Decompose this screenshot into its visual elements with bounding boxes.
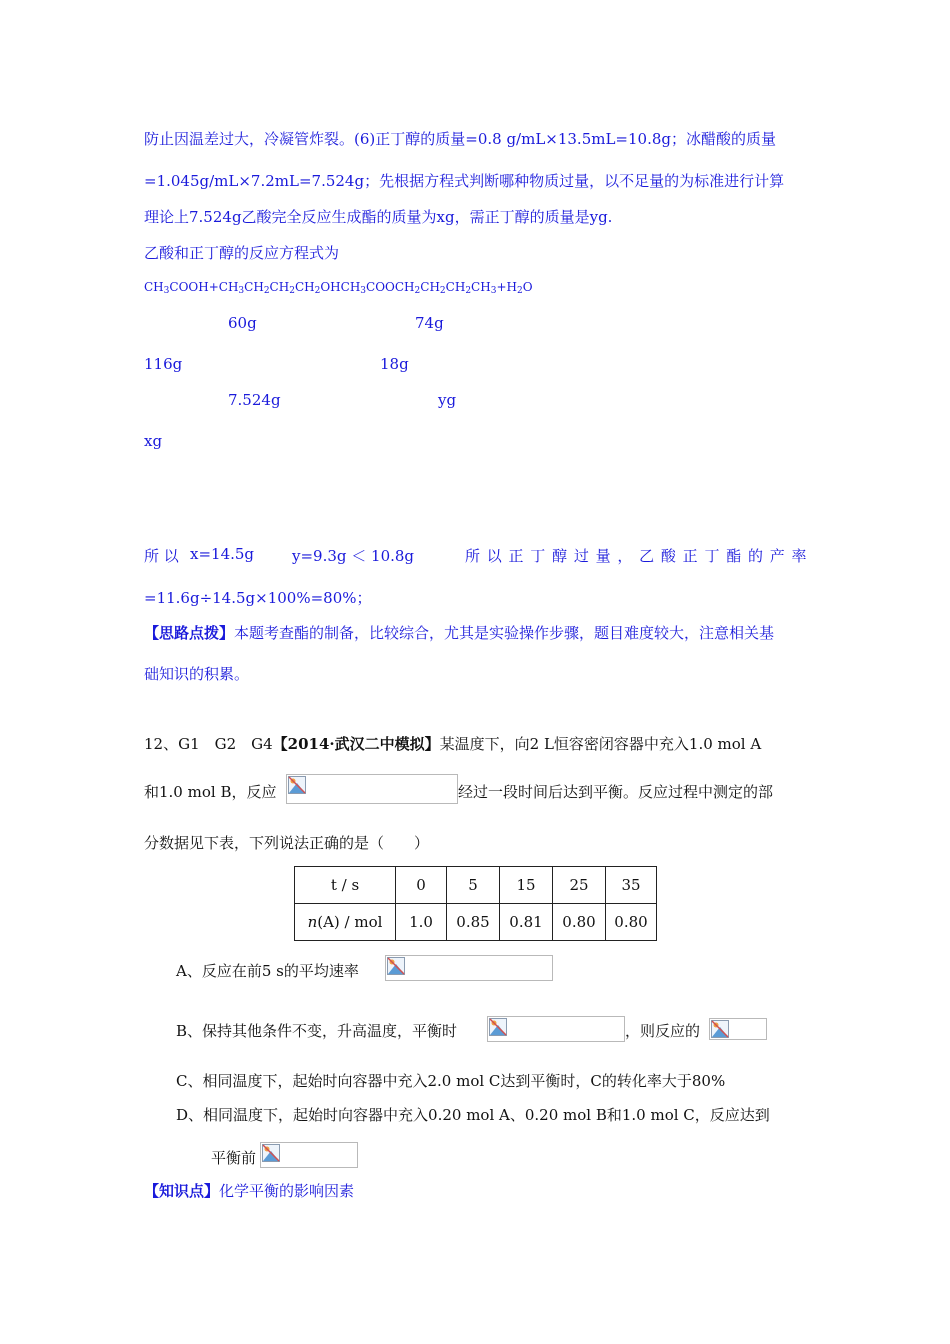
question-number: 12、G1 G2 G4 [144, 735, 273, 753]
option-c: C、相同温度下，起始时向容器中充入2.0 mol C达到平衡时，C的转化率大于80% [176, 1072, 726, 1090]
result-x: x=14.5g [190, 545, 255, 563]
table-cell: 0.80 [553, 904, 606, 941]
question-text-2a: 和1.0 mol B，反应 [144, 783, 277, 801]
table-cell: 1.0 [396, 904, 447, 941]
mass-water: 18g [380, 355, 409, 373]
table-cell: 35 [606, 867, 657, 904]
explanation-line-2: =1.045g/mL×7.2mL=7.524g；先根据方程式判断哪种物质过量，以不足量的为标准进行计算 [144, 172, 785, 190]
data-table [294, 866, 657, 941]
option-a: A、反应在前5 s的平均速率 [176, 962, 359, 980]
mass-ester: 116g [144, 355, 183, 373]
concentration-expression-image [487, 1016, 625, 1042]
question-source: 【2014·武汉二中模拟】 [272, 735, 440, 753]
knowledge-point [144, 1180, 354, 1201]
rate-expression-image [385, 955, 553, 981]
table-header-amount: n(A) / mol [295, 904, 396, 941]
broken-image-icon [288, 776, 306, 794]
table-cell: 25 [553, 867, 606, 904]
option-d-part-1: D、相同温度下，起始时向容器中充入0.20 mol A、0.20 mol B和1.0 mol C，反应达到 [176, 1106, 770, 1124]
mass-acetic-acid: 60g [228, 314, 257, 332]
tip-label: 【思路点拨】 [144, 624, 235, 642]
table-header-time: t / s [295, 867, 396, 904]
table-cell: 5 [447, 867, 500, 904]
result-so: 所 以 [144, 547, 179, 565]
mass-x: xg [144, 432, 163, 450]
broken-image-icon [387, 957, 405, 975]
question-text-1: 某温度下，向2 L恒容密闭容器中充入1.0 mol A [439, 735, 762, 753]
broken-image-icon [711, 1020, 729, 1038]
tip-line-2: 础知识的积累。 [144, 665, 250, 683]
explanation-line-1: 防止因温差过大，冷凝管炸裂。(6)正丁醇的质量=0.8 g/mL×13.5mL=10.8g；冰醋酸的质量 [144, 130, 777, 148]
option-b-part-2: ，则反应的 [625, 1022, 701, 1040]
explanation-line-3: 理论上7.524g乙酸完全反应生成酯的质量为xg，需正丁醇的质量是yg. [144, 208, 613, 226]
result-y: y=9.3g ＜ 10.8g [292, 547, 415, 565]
table-cell: 0.80 [606, 904, 657, 941]
equation-intro: 乙酸和正丁醇的反应方程式为 [144, 244, 340, 262]
option-b-part-1: B、保持其他条件不变，升高温度，平衡时 [176, 1022, 458, 1040]
reaction-equation-image [286, 774, 458, 804]
mass-y: yg [438, 391, 457, 409]
question-text-3: 分数据见下表，下列说法正确的是（ ） [144, 834, 430, 852]
chemical-equation: $CH_3COOH+CH_3CH_2CH_2CH_2OHCH_3COOCH_2CH_2CH_2CH_3+H_2O$ [144, 280, 533, 296]
knowledge-label: 【知识点】 [144, 1182, 220, 1200]
mass-given-acid: 7.524g [228, 391, 281, 409]
broken-image-icon [262, 1144, 280, 1162]
tip-text-1: 本题考查酯的制备，比较综合，尤其是实验操作步骤，题目难度较大，注意相关基 [234, 624, 775, 642]
table-cell: 0.81 [500, 904, 553, 941]
table-cell: 15 [500, 867, 553, 904]
table-cell: 0.85 [447, 904, 500, 941]
tip-line-1 [144, 622, 774, 643]
result-yield: =11.6g÷14.5g×100%=80%； [144, 589, 372, 607]
table-row [295, 904, 657, 941]
rate-comparison-image [260, 1142, 358, 1168]
broken-image-icon [489, 1018, 507, 1036]
knowledge-text: 化学平衡的影响因素 [219, 1182, 355, 1200]
table-row [295, 867, 657, 904]
option-d-part-2: 平衡前 [211, 1149, 257, 1167]
mass-butanol: 74g [415, 314, 444, 332]
question-text-2b: 经过一段时间后达到平衡。反应过程中测定的部 [458, 783, 774, 801]
question-header [144, 733, 761, 754]
table-cell: 0 [396, 867, 447, 904]
enthalpy-expression-image [709, 1018, 767, 1040]
result-conclusion: 所 以 正 丁 醇 过 量 ， 乙 酸 正 丁 酯 的 产 率 [465, 547, 808, 565]
